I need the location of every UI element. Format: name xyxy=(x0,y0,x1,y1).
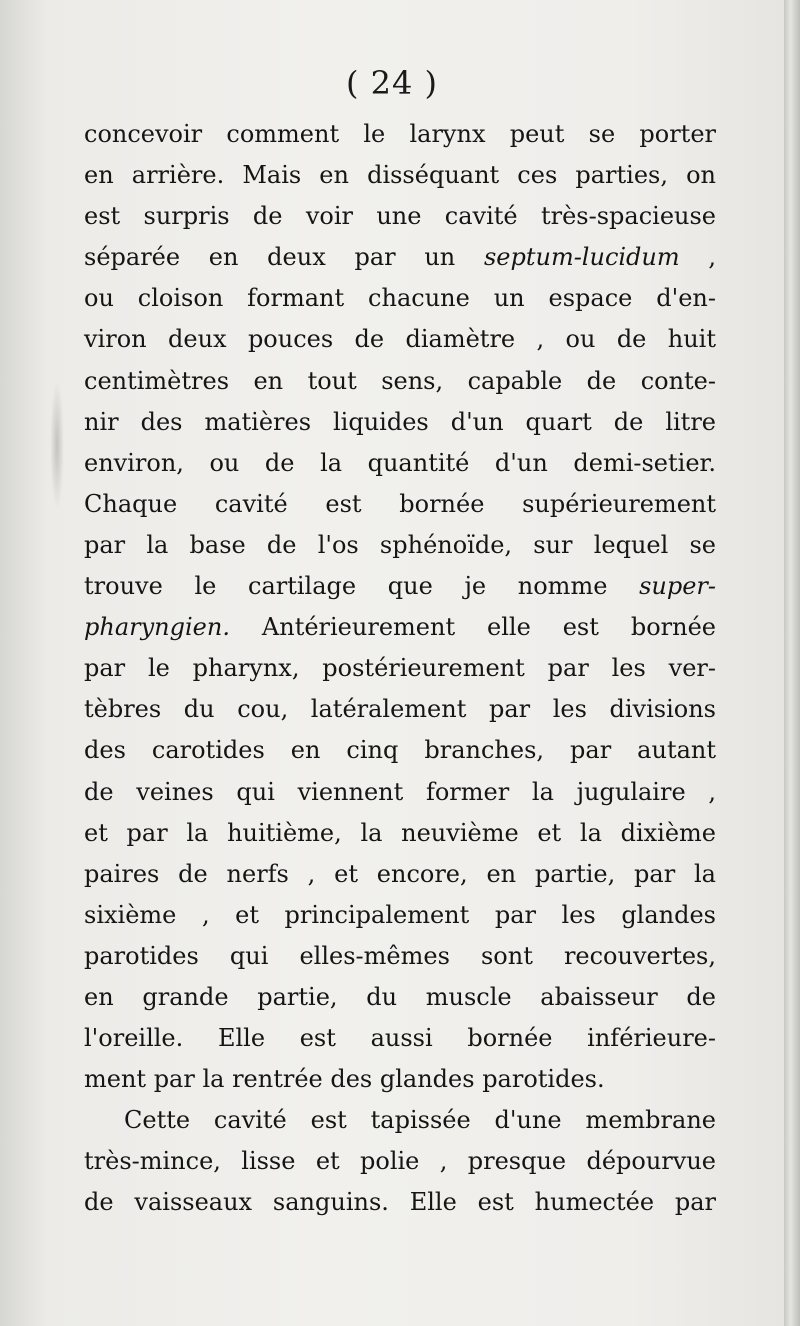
text-line: de vaisseaux sanguins. Elle est humectée par xyxy=(84,1188,716,1217)
text-line: ou cloison formant chacune un espace d'en- xyxy=(84,284,716,313)
italic-term: septum-lucidum xyxy=(483,243,680,272)
text-line: par le pharynx, postérieurement par les ver- xyxy=(84,654,716,683)
text-line: nir des matières liquides d'un quart de litre xyxy=(84,407,716,436)
text-line: très-mince, lisse et polie , presque dépourvue xyxy=(84,1147,716,1176)
text-line: viron deux pouces de diamètre , ou de huit xyxy=(84,325,716,354)
text-line xyxy=(84,566,716,607)
page-edge xyxy=(784,0,800,1326)
italic-term: super- xyxy=(639,572,716,601)
text-line: sixième , et principalement par les glandes xyxy=(84,900,716,929)
text-line: tèbres du cou, latéralement par les divisions xyxy=(84,695,716,724)
italic-term: pharyngien. xyxy=(84,613,230,642)
text-span: séparée en deux par un xyxy=(84,243,484,272)
text-line: des carotides en cinq branches, par autant xyxy=(84,736,716,765)
text-line: centimètres en tout sens, capable de conte- xyxy=(84,366,716,395)
text-line: et par la huitième, la neuvième et la dixième xyxy=(84,818,716,847)
text-line: environ, ou de la quantité d'un demi-setier. xyxy=(84,448,716,477)
text-line: l'oreille. Elle est aussi bornée inférieure- xyxy=(84,1024,716,1053)
text-span: , xyxy=(679,243,716,272)
text-line: paires de nerfs , et encore, en partie, par la xyxy=(84,859,716,888)
text-line xyxy=(84,607,716,648)
text-span: Antérieurement elle est bornée xyxy=(229,613,716,642)
text-line: Cette cavité est tapissée d'une membrane xyxy=(124,1106,716,1135)
text-line: de veines qui viennent former la jugulaire , xyxy=(84,777,716,806)
text-line: ment par la rentrée des glandes parotides. xyxy=(84,1065,605,1094)
text-line: Chaque cavité est bornée supérieurement xyxy=(84,489,716,518)
text-line: parotides qui elles-mêmes sont recouvertes, xyxy=(84,941,716,970)
page-number: ( 24 ) xyxy=(345,64,439,102)
text-line: en grande partie, du muscle abaisseur de xyxy=(84,982,716,1011)
page-stain xyxy=(50,380,64,510)
text-span: trouve le cartilage que je nomme xyxy=(84,572,640,601)
text-line xyxy=(84,237,716,278)
text-line: concevoir comment le larynx peut se porter xyxy=(84,120,716,148)
text-line: en arrière. Mais en disséquant ces parties, on xyxy=(84,161,716,190)
text-line: par la base de l'os sphénoïde, sur lequel se xyxy=(84,530,716,559)
text-line: est surpris de voir une cavité très-spacieuse xyxy=(84,202,716,231)
body-text xyxy=(84,114,716,1224)
